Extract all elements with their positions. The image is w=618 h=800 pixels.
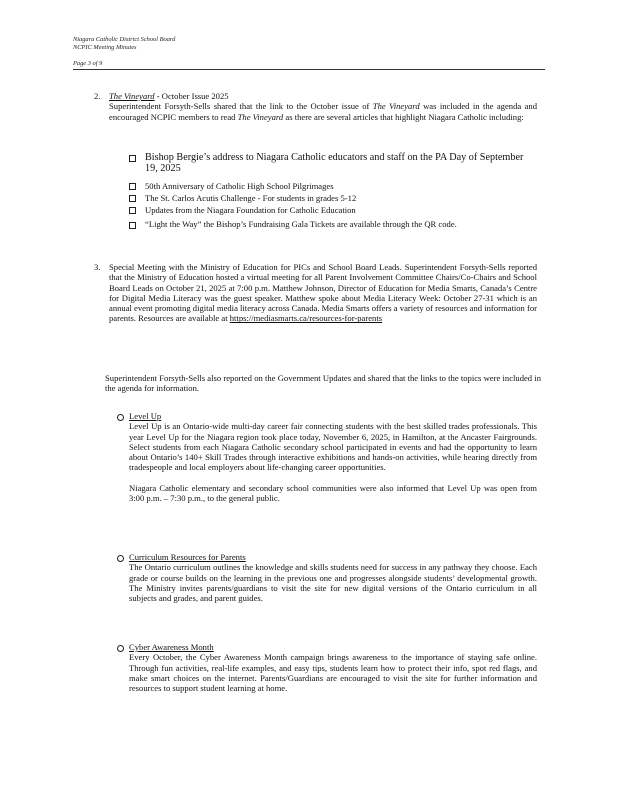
subitem-cyber: [129, 642, 537, 693]
bullet-item: [145, 193, 537, 203]
subitem-title: Cyber Awareness Month: [129, 642, 214, 652]
bullet-item: [145, 219, 537, 229]
item-2-title-rest: - October Issue 2025: [154, 91, 229, 101]
item-2-text-d: The Vineyard: [237, 111, 284, 122]
subitem-title: Level Up: [129, 411, 162, 421]
subitem-title: Curriculum Resources for Parents: [129, 552, 246, 562]
circle-bullet-icon: [117, 555, 124, 562]
bullet-item: [145, 205, 537, 215]
subitem-curriculum: [129, 552, 537, 603]
item-2-heading: [109, 91, 537, 101]
bullet-square-icon: [129, 222, 136, 229]
circle-bullet-icon: [117, 645, 124, 652]
bullet-square-icon: [129, 207, 136, 214]
header-divider: [73, 69, 545, 70]
subitem-text: Every October, the Cyber Awareness Month campaign brings awareness to the importance of staying safe online. Through fun activities, real-life examples, and easy tips, students learn how to protect their info, spot red flags, and make smart choices on the internet. Parents/Guardians are encouraged to visit the site for further information and resources to support student learning at home.: [129, 652, 537, 694]
bullet-square-icon: [129, 183, 136, 190]
item-2-title: The Vineyard: [109, 91, 155, 101]
item-2-text-c: was included in the agenda and encouraged NCPIC members to read: [109, 101, 538, 122]
item-2-number: 2.: [94, 91, 101, 101]
subitem-level-up: [129, 411, 537, 503]
item-2-paragraph: [109, 101, 537, 122]
bullet-square-icon: [129, 155, 136, 162]
header-doc: NCPIC Meeting Minutes: [73, 44, 137, 51]
subitem-text-2: Niagara Catholic elementary and secondary school communities were also informed that Level Up was open from 3:00 p.m. – 7:30 p.m., to the general public.: [129, 482, 537, 504]
item-3-number: 3.: [94, 262, 101, 272]
bullet-text: Updates from the Niagara Foundation for Catholic Education: [145, 205, 356, 215]
subitem-text: Level Up is an Ontario-wide multi-day career fair connecting students with the best skilled trades professionals. This year Level Up for the Niagara region took place today, November 6, 2025, in Hamilton, at the Ancaster Fairgrounds. Select students from each Niagara Catholic secondary school participated in events and had the opportunity to learn about Ontario’s 140+ Skill Trades through interactive exhibitions and hands-on activities, while hearing directly from tradespeople and local employers about life-changing career opportunities.: [129, 421, 537, 473]
header-org: Niagara Catholic District School Board: [73, 36, 176, 43]
media-smarts-link[interactable]: https://mediasmarts.ca/resources-for-parents: [229, 313, 383, 324]
bullet-item: [145, 181, 537, 191]
item-2-text-b: The Vineyard: [372, 101, 420, 112]
item-2-text-e: as there are several articles that highlight Niagara Catholic including:: [283, 111, 524, 122]
bullet-square-icon: [129, 195, 136, 202]
bullet-text: The St. Carlos Acutis Challenge - For students in grades 5-12: [145, 193, 357, 203]
item-3-paragraph: [109, 262, 537, 324]
bullet-text: Bishop Bergie’s address to Niagara Catholic educators and staff on the PA Day of September 19, 2025: [145, 152, 524, 175]
item-3-text: Special Meeting with the Ministry of Education for PICs and School Board Leads. Superintendent Forsyth-Sells reported that the Ministry of Education hosted a virtual meeting for all Parent Involvement Committee Chairs/Co-Chairs and School Board Leads on October 21, 2025 at 7:00 p.m. Matthew Johnson, Director of Education for Media Smarts, Canada’s Centre for Digital Media Literacy was the guest speaker. Matthew spoke about Media Literacy Week: October 27-31 which is an annual event promoting digital media literacy across Canada. Media Smarts offers a variety of resources and information for parents. Resources are available at: [109, 262, 537, 324]
item-2-section: [109, 91, 537, 122]
subitem-text: The Ontario curriculum outlines the knowledge and skills students need for success in any pathway they choose. Each grade or course builds on the learning in the previous one and progresses alongside students’ developmental growth. The Ministry invites parents/guardians to visit the site for new digital versions of the Ontario curriculum in all subjects and grades, and parent guides.: [129, 562, 537, 604]
government-updates-paragraph: Superintendent Forsyth-Sells also reported on the Government Updates and shared that the links to the topics were included in the agenda for information.: [105, 373, 541, 394]
circle-bullet-icon: [117, 414, 124, 421]
bullet-item: [145, 152, 537, 175]
item-2-text-a: Superintendent Forsyth-Sells shared that the link to the October issue of: [109, 101, 373, 112]
bullet-text: “Light the Way” the Bishop’s Fundraising Gala Tickets are available through the QR code.: [145, 219, 457, 229]
bullet-text: 50th Anniversary of Catholic High School Pilgrimages: [145, 181, 334, 191]
header-page-number: Page 3 of 9: [73, 60, 103, 67]
